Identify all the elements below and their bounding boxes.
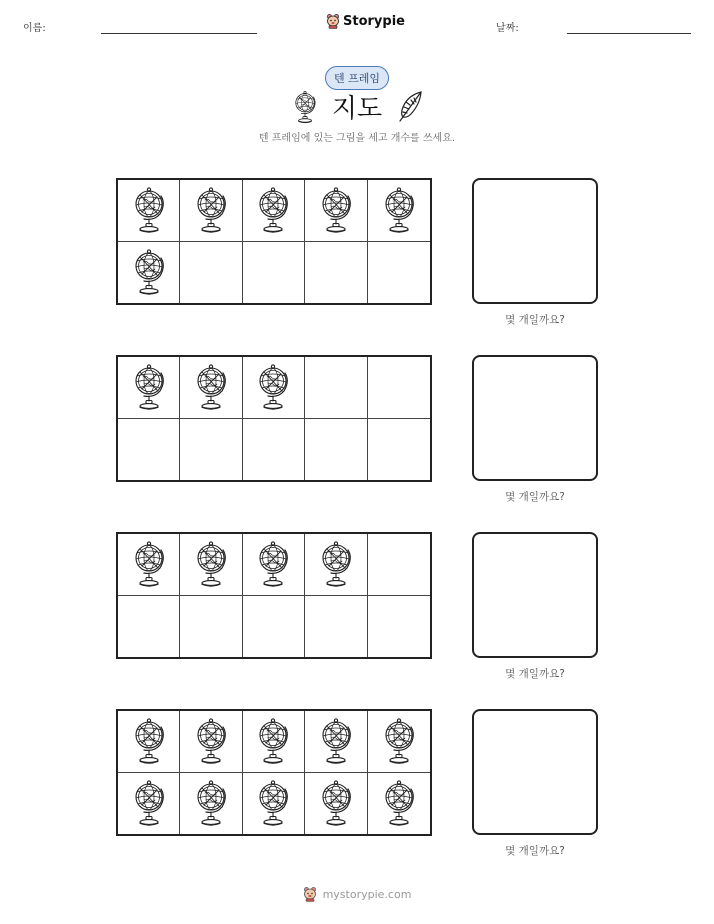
ten-frame-cell — [243, 711, 305, 773]
globe-icon — [319, 540, 353, 588]
ten-frame-cell — [180, 180, 242, 242]
title-row — [0, 88, 714, 125]
globe-icon — [194, 186, 228, 234]
brand-name: Storypie — [343, 13, 405, 29]
question-prompt-2: 몇 개일까요? — [505, 491, 565, 503]
globe-icon — [382, 186, 416, 234]
ten-frame-cell — [305, 534, 367, 596]
globe-icon — [256, 717, 290, 765]
name-label: 이름: — [23, 23, 46, 34]
ten-frame-cell — [368, 180, 430, 242]
feather-icon — [394, 90, 424, 124]
globe-icon — [132, 363, 166, 411]
ten-frame-cell — [180, 357, 242, 419]
question-prompt-1: 몇 개일까요? — [505, 314, 565, 326]
globe-icon — [194, 540, 228, 588]
ten-frame-cell — [243, 534, 305, 596]
ten-frame-cell — [243, 180, 305, 242]
answer-box-2[interactable] — [472, 355, 598, 481]
instructions: 텐 프레임에 있는 그림을 세고 개수를 쓰세요. — [258, 133, 456, 144]
globe-icon — [132, 779, 166, 827]
ten-frame-3 — [116, 532, 432, 659]
ten-frame-cell — [118, 773, 180, 835]
ten-frame-cell — [368, 596, 430, 658]
globe-icon — [319, 186, 353, 234]
ten-frame-2 — [116, 355, 432, 482]
ten-frame-cell — [243, 773, 305, 835]
mascot-icon — [326, 13, 340, 29]
globe-icon — [256, 186, 290, 234]
date-field-line[interactable] — [567, 33, 691, 34]
footer — [0, 886, 714, 902]
ten-frame-cell — [243, 357, 305, 419]
ten-frame-cell — [368, 357, 430, 419]
page-title: 지도 — [331, 94, 383, 124]
name-field-line[interactable] — [101, 33, 257, 34]
ten-frame-cell — [305, 419, 367, 481]
storypie-logo — [326, 13, 405, 29]
ten-frame-cell — [368, 773, 430, 835]
ten-frame-cell — [305, 711, 367, 773]
globe-icon — [290, 90, 320, 124]
answer-box-3[interactable] — [472, 532, 598, 658]
ten-frame-cell — [305, 773, 367, 835]
globe-icon — [132, 540, 166, 588]
globe-icon — [132, 717, 166, 765]
ten-frame-cell — [180, 534, 242, 596]
ten-frame-cell — [118, 357, 180, 419]
ten-frame-cell — [180, 596, 242, 658]
ten-frame-cell — [305, 357, 367, 419]
ten-frame-cell — [368, 242, 430, 304]
ten-frame-cell — [118, 419, 180, 481]
ten-frame-cell — [118, 242, 180, 304]
ten-frame-cell — [368, 534, 430, 596]
ten-frame-cell — [180, 419, 242, 481]
globe-icon — [319, 717, 353, 765]
question-prompt-4: 몇 개일까요? — [505, 845, 565, 857]
ten-frame-cell — [305, 242, 367, 304]
globe-icon — [319, 779, 353, 827]
answer-box-1[interactable] — [472, 178, 598, 304]
ten-frame-cell — [118, 180, 180, 242]
topic-badge: 텐 프레임 — [325, 66, 389, 90]
globe-icon — [194, 363, 228, 411]
ten-frame-4 — [116, 709, 432, 836]
ten-frame-1 — [116, 178, 432, 305]
ten-frame-cell — [118, 534, 180, 596]
answer-box-4[interactable] — [472, 709, 598, 835]
ten-frame-cell — [243, 419, 305, 481]
footer-url: mystorypie.com — [322, 887, 412, 901]
ten-frame-cell — [243, 596, 305, 658]
globe-icon — [194, 779, 228, 827]
globe-icon — [132, 186, 166, 234]
ten-frame-cell — [243, 242, 305, 304]
date-label: 날짜: — [496, 23, 519, 34]
ten-frame-cell — [180, 242, 242, 304]
globe-icon — [382, 717, 416, 765]
globe-icon — [194, 717, 228, 765]
globe-icon — [256, 540, 290, 588]
globe-icon — [256, 779, 290, 827]
globe-icon — [132, 248, 166, 296]
globe-icon — [256, 363, 290, 411]
question-prompt-3: 몇 개일까요? — [505, 668, 565, 680]
ten-frame-cell — [180, 773, 242, 835]
ten-frame-cell — [305, 596, 367, 658]
ten-frame-cell — [305, 180, 367, 242]
mascot-icon — [303, 886, 317, 902]
ten-frame-cell — [368, 419, 430, 481]
ten-frame-cell — [180, 711, 242, 773]
ten-frame-cell — [368, 711, 430, 773]
ten-frame-cell — [118, 596, 180, 658]
globe-icon — [382, 779, 416, 827]
ten-frame-cell — [118, 711, 180, 773]
